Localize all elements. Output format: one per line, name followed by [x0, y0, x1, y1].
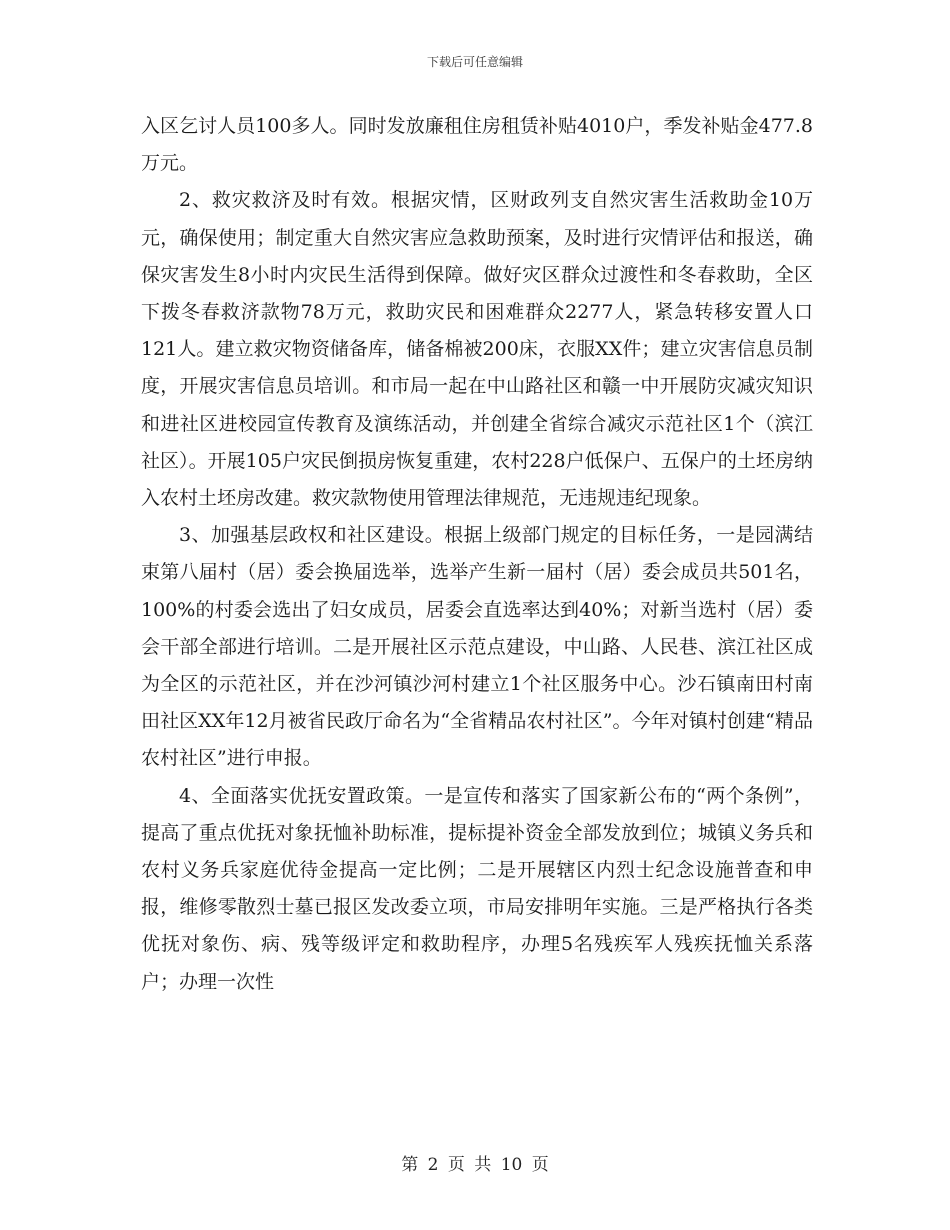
paragraph-veteran-policy: 4、全面落实优抚安置政策。一是宣传和落实了国家新公布的“两个条例”，提高了重点优抚对象抚恤补助标准，提标提补资金全部发放到位；城镇义务兵和农村义务兵家庭优待金提高一定比例；二是开展辖区内烈士纪念设施普查和申报，维修零散烈士墓已报区发改委立项，市局安排明年实施。三是严格执行各类优抚对象伤、病、残等级评定和救助程序，办理5名残疾军人残疾抚恤关系落户；办理一次性 [141, 784, 813, 993]
paragraph-continuation: 入区乞讨人员100多人。同时发放廉租住房租赁补贴4010户，季发补贴金477.8万元。 [141, 115, 813, 175]
paragraph-community-building: 3、加强基层政权和社区建设。根据上级部门规定的目标任务，一是园满结束第八届村（居）委会换届选举，选举产生新一届村（居）委会成员共501名，100%的村委会选出了妇女成员，居委会直选率达到40%；对新当选村（居）委会干部全部进行培训。二是开展社区示范点建设，中山路、人民巷、滨江社区成为全区的示范社区，并在沙河镇沙河村建立1个社区服务中心。沙石镇南田村南田社区XX年12月被省民政厅命名为“全省精品农村社区”。今年对镇村创建“精品农村社区”进行申报。 [141, 524, 813, 770]
paragraph-disaster-relief: 2、救灾救济及时有效。根据灾情，区财政列支自然灾害生活救助金10万元，确保使用；制定重大自然灾害应急救助预案，及时进行灾情评估和报送，确保灾害发生8小时内灾民生活得到保障。做好灾区群众过渡性和冬春救助，全区下拨冬春救济款物78万元，救助灾民和困难群众2277人，紧急转移安置人口121人。建立救灾物资储备库，储备棉被200床，衣服XX件；建立灾害信息员制度，开展灾害信息员培训。和市局一起在中山路社区和赣一中开展防灾减灾知识和进社区进校园宣传教育及演练活动，并创建全省综合减灾示范社区1个（滨江社区）。开展105户灾民倒损房恢复重建，农村228户低保户、五保户的土坯房纳入农村土坯房改建。救灾款物使用管理法律规范，无违规违纪现象。 [141, 189, 813, 510]
document-body [141, 108, 813, 1001]
page-number-footer: 第 2 页 共 10 页 [401, 1155, 549, 1175]
page-header-note: 下载后可任意编辑 [426, 55, 523, 69]
